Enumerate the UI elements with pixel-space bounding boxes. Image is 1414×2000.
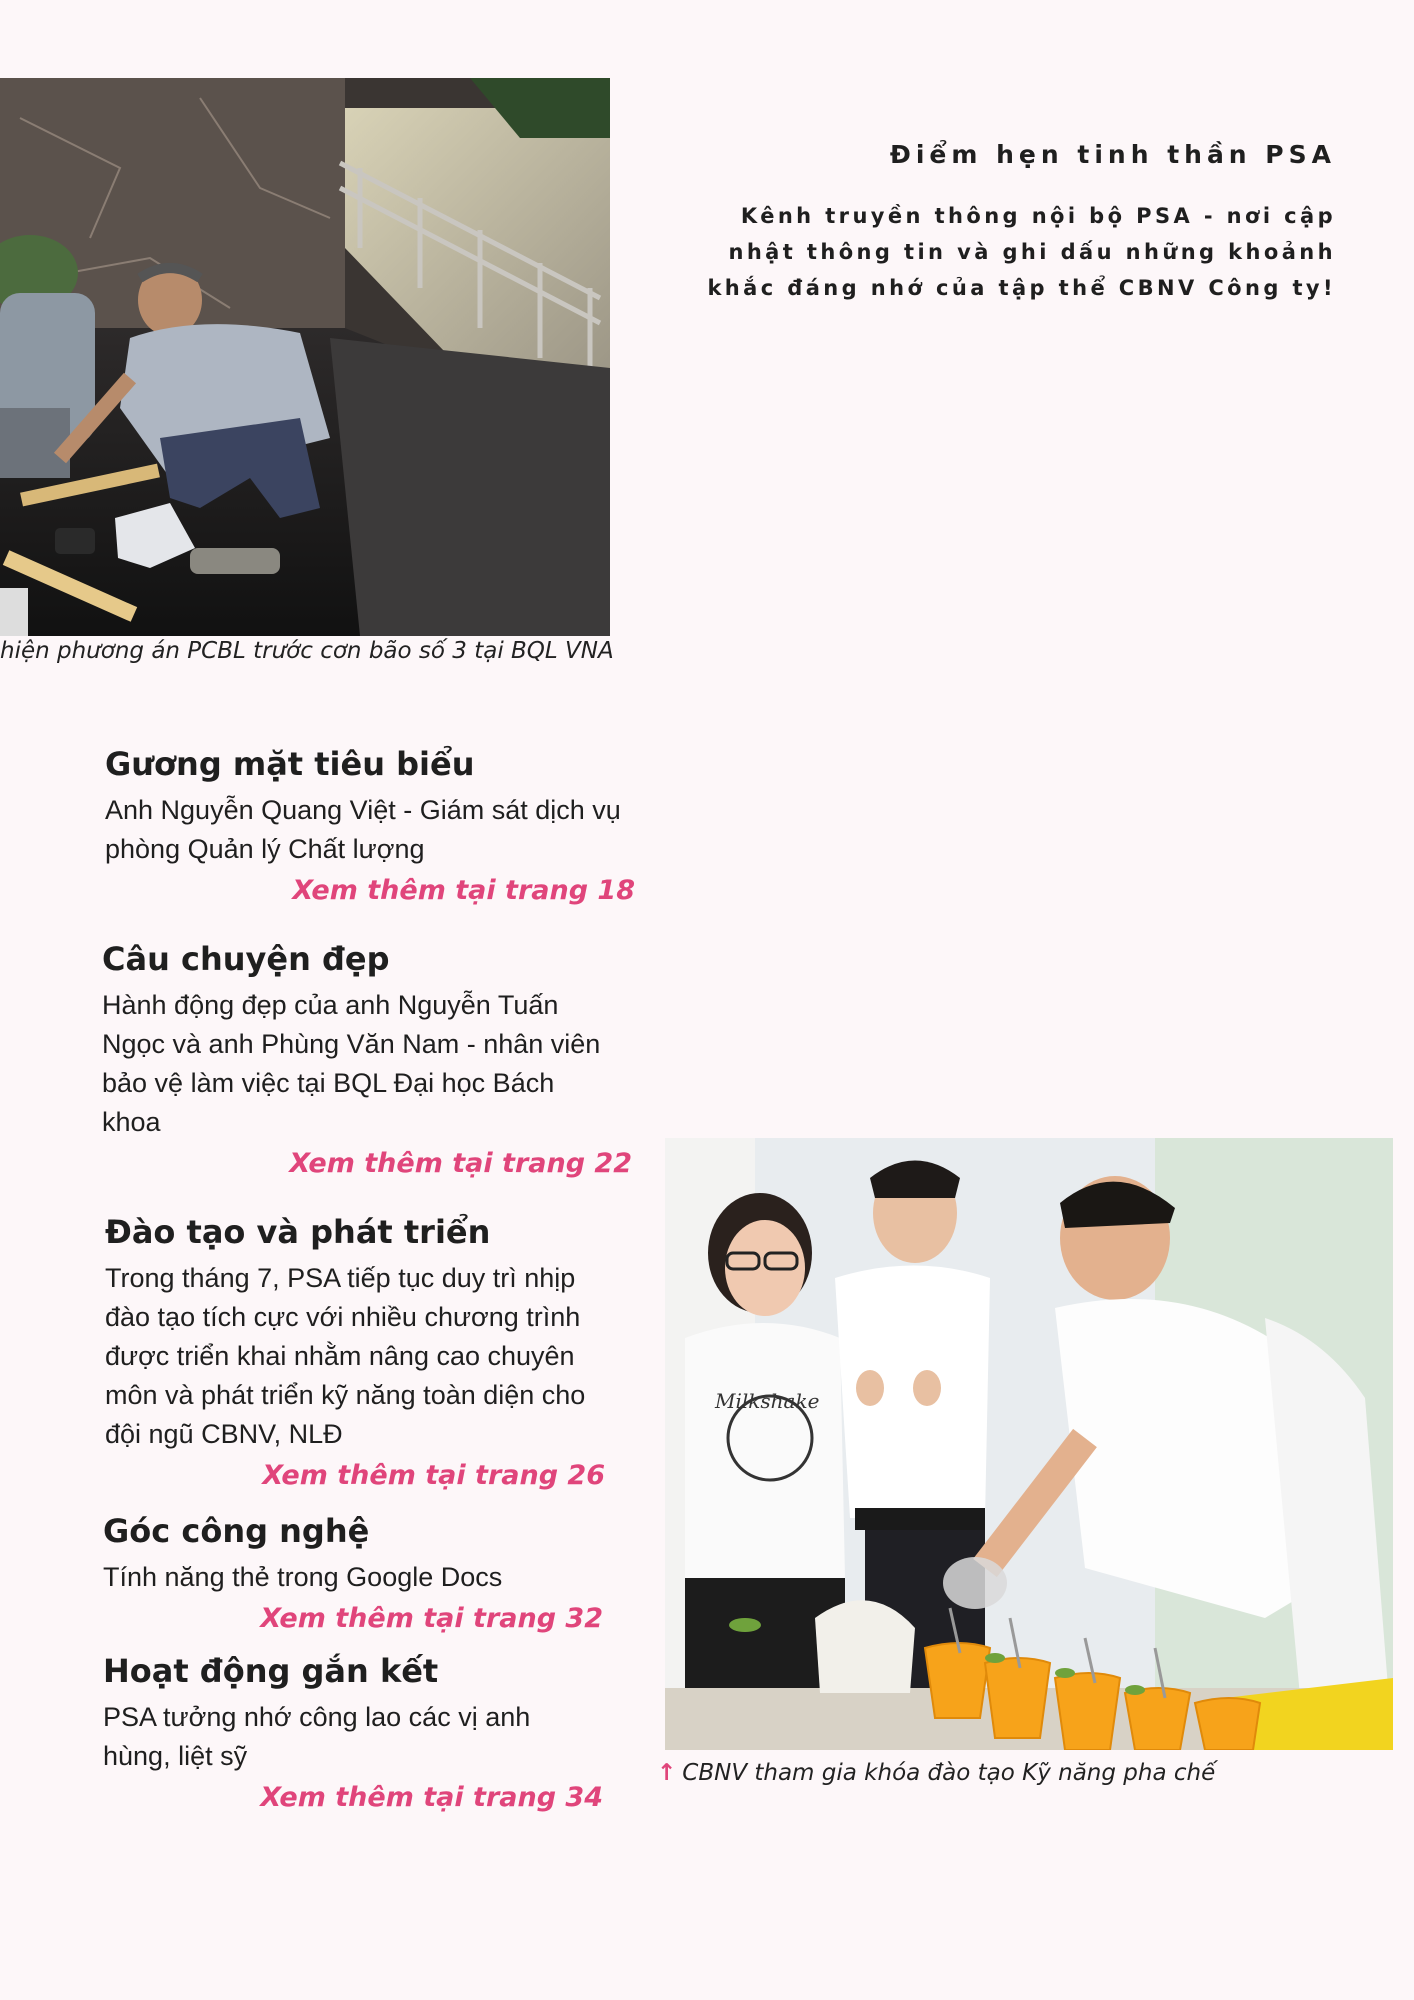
section-body: Tính năng thẻ trong Google Docs xyxy=(103,1562,503,1592)
section-tech-corner xyxy=(103,1512,633,1634)
masthead-title: Điểm hẹn tinh thần PSA xyxy=(889,140,1336,169)
see-more-link[interactable]: Xem thêm tại trang 22 xyxy=(289,1148,632,1179)
bartending-caption xyxy=(657,1760,1397,1786)
section-body: PSA tưởng nhớ công lao các vị anh hùng, liệt sỹ xyxy=(103,1702,531,1771)
section-title: Góc công nghệ xyxy=(103,1512,370,1550)
section-featured-face xyxy=(105,745,635,906)
see-more-link[interactable]: Xem thêm tại trang 26 xyxy=(262,1460,605,1491)
section-body: Trong tháng 7, PSA tiếp tục duy trì nhịp đào tạo tích cực với nhiều chương trình được triển khai nhằm nâng cao chuyên môn và phát triển kỹ năng toàn diện cho đội ngũ CBNV, NLĐ xyxy=(105,1263,586,1449)
arrow-up-icon: ↑ xyxy=(657,1760,677,1786)
section-title: Đào tạo và phát triển xyxy=(105,1213,491,1251)
bartending-caption-text: CBNV tham gia khóa đào tạo Kỹ năng pha chế xyxy=(682,1760,1216,1786)
see-more-link[interactable]: Xem thêm tại trang 32 xyxy=(260,1603,603,1634)
see-more-link[interactable]: Xem thêm tại trang 18 xyxy=(292,875,635,906)
section-body: Hành động đẹp của anh Nguyễn Tuấn Ngọc và anh Phùng Văn Nam - nhân viên bảo vệ làm việc tại BQL Đại học Bách khoa xyxy=(102,990,601,1137)
section-title: Hoạt động gắn kết xyxy=(103,1652,439,1690)
see-more-link[interactable]: Xem thêm tại trang 34 xyxy=(260,1782,603,1813)
section-title: Câu chuyện đẹp xyxy=(102,940,390,978)
masthead-description: Kênh truyền thông nội bộ PSA - nơi cập nhật thông tin và ghi dấu những khoảnh khắc đáng nhớ của tập thể CBNV Công ty! xyxy=(707,204,1336,300)
section-beautiful-story xyxy=(102,940,632,1179)
storm-prep-photo xyxy=(0,78,610,636)
section-body: Anh Nguyễn Quang Việt - Giám sát dịch vụ phòng Quản lý Chất lượng xyxy=(105,795,621,864)
storm-prep-caption: hiện phương án PCBL trước cơn bão số 3 tại BQL VNA xyxy=(0,638,614,664)
section-title: Gương mặt tiêu biểu xyxy=(105,745,475,783)
section-training xyxy=(105,1213,645,1491)
shirt-print: Milkshake xyxy=(715,1389,820,1413)
section-bonding xyxy=(103,1652,633,1813)
bartending-training-photo xyxy=(665,1138,1393,1750)
